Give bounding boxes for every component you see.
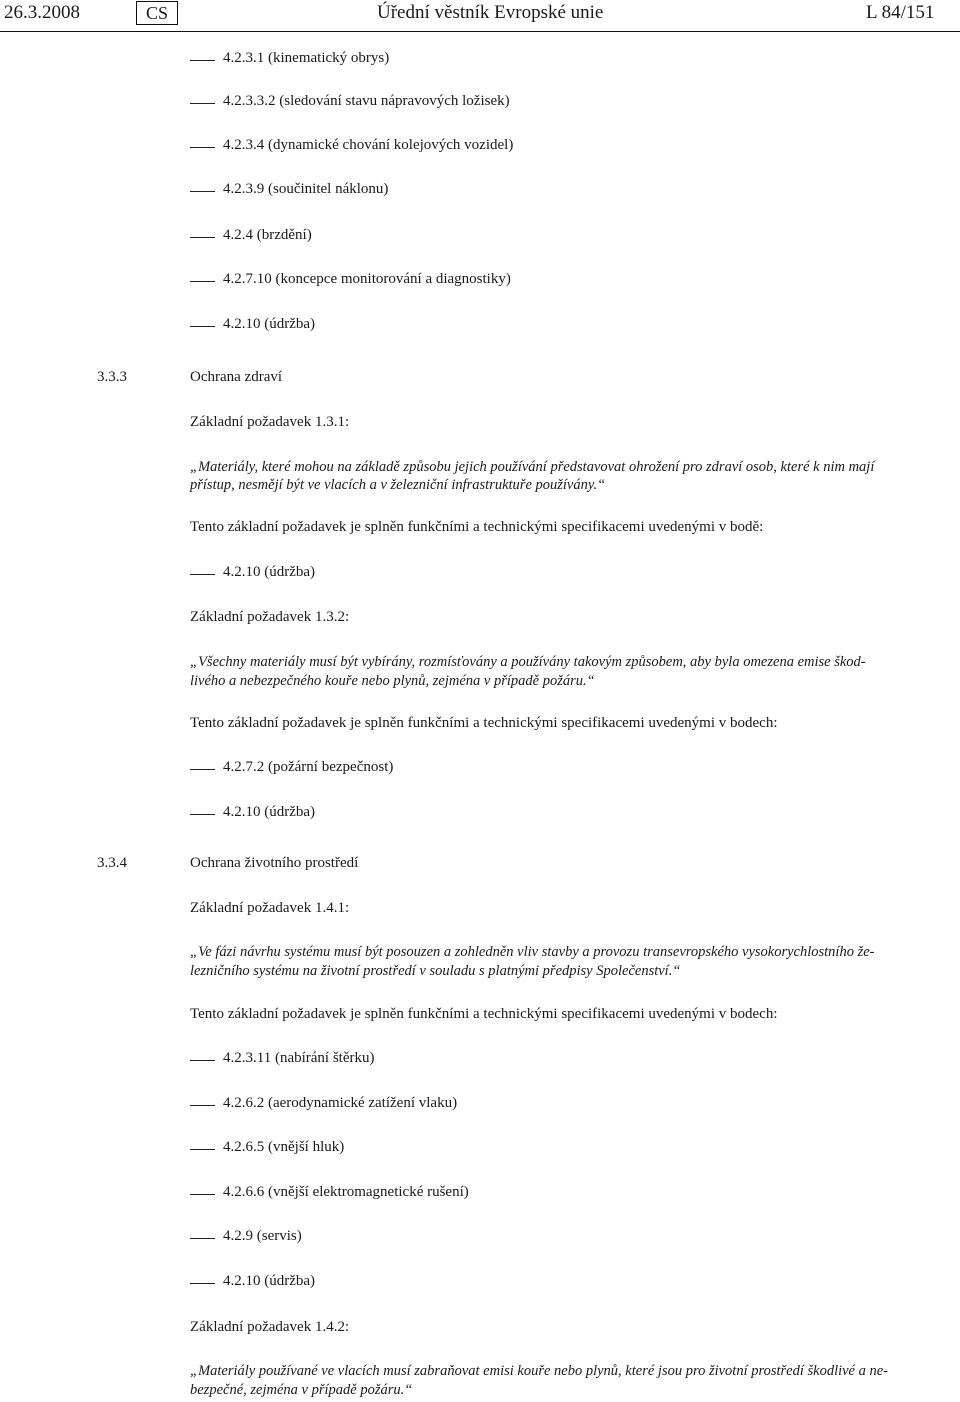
list-item: 4.2.10 (údržba) [223,316,316,332]
list-item: 4.2.3.4 (dynamické chování kolejových vozidel) [223,137,514,153]
requirement-quote-line: livého a nebezpečného kouře nebo plynů, zejména v případě požáru.“ [190,673,595,689]
section-title: Ochrana životního prostředí [190,855,359,871]
fulfilment-statement: Tento základní požadavek je splněn funkčními a technickými specifikacemi uvedenými v bodech: [190,715,778,731]
dash-marker [190,326,215,327]
list-item: 4.2.3.9 (součinitel náklonu) [223,181,389,197]
requirement-quote-line: „Materiály používané ve vlacích musí zabraňovat emisi kouře nebo plynů, které jsou pro životní prostředí škodlivé a ne- [190,1363,889,1379]
dash-marker [190,574,215,575]
list-item: 4.2.9 (servis) [223,1228,302,1244]
dash-marker [190,103,215,104]
requirement-quote-line: „Materiály, které mohou na základě způsobu jejich používání představovat ohrožení pro zdraví osob, které k nim mají [190,459,875,475]
requirement-quote-line: lezničního systému na životní prostředí v souladu s platnými předpisy Společenství.“ [190,963,681,979]
list-item: 4.2.3.1 (kinematický obrys) [223,50,390,66]
requirement-quote-line: „Všechny materiály musí být vybírány, rozmísťovány a používány takovým způsobem, aby byla omezena emise škod- [190,654,866,670]
list-item: 4.2.7.10 (koncepce monitorování a diagnostiky) [223,271,511,287]
page-reference: L 84/151 [866,2,935,23]
requirement-quote-line: „Ve fázi návrhu systému musí být posouzen a zohledněn vliv stavby a provozu transevropského vysokorychlostního že- [190,944,875,960]
list-item: 4.2.4 (brzdění) [223,227,312,243]
requirement-label: Základní požadavek 1.4.1: [190,900,350,916]
list-item: 4.2.6.5 (vnější hluk) [223,1139,345,1155]
dash-marker [190,1194,215,1195]
requirement-label: Základní požadavek 1.4.2: [190,1319,350,1335]
dash-marker [190,1149,215,1150]
dash-marker [190,147,215,148]
dash-marker [190,1238,215,1239]
list-item: 4.2.3.3.2 (sledování stavu nápravových ložisek) [223,93,510,109]
list-item: 4.2.10 (údržba) [223,564,316,580]
dash-marker [190,1060,215,1061]
section-number: 3.3.4 [97,855,127,871]
journal-title: Úřední věstník Evropské unie [377,2,604,23]
list-item: 4.2.7.2 (požární bezpečnost) [223,759,394,775]
header-rule [0,31,960,32]
fulfilment-statement: Tento základní požadavek je splněn funkčními a technickými specifikacemi uvedenými v bodě: [190,519,764,535]
dash-marker [190,814,215,815]
requirement-quote-line: přístup, nesmějí být ve vlacích a v železniční infrastruktuře používány.“ [190,477,606,493]
list-item: 4.2.3.11 (nabírání štěrku) [223,1050,375,1066]
requirement-label: Základní požadavek 1.3.1: [190,414,350,430]
section-title: Ochrana zdraví [190,369,283,385]
list-item: 4.2.10 (údržba) [223,1273,316,1289]
publication-date: 26.3.2008 [4,2,80,23]
dash-marker [190,1283,215,1284]
dash-marker [190,237,215,238]
requirement-quote-line: bezpečné, zejména v případě požáru.“ [190,1382,413,1398]
list-item: 4.2.10 (údržba) [223,804,316,820]
dash-marker [190,191,215,192]
dash-marker [190,769,215,770]
dash-marker [190,60,215,61]
language-code-box: CS [136,1,178,25]
dash-marker [190,281,215,282]
list-item: 4.2.6.6 (vnější elektromagnetické rušení) [223,1184,469,1200]
section-number: 3.3.3 [97,369,127,385]
dash-marker [190,1105,215,1106]
list-item: 4.2.6.2 (aerodynamické zatížení vlaku) [223,1095,458,1111]
fulfilment-statement: Tento základní požadavek je splněn funkčními a technickými specifikacemi uvedenými v bodech: [190,1006,778,1022]
requirement-label: Základní požadavek 1.3.2: [190,609,350,625]
